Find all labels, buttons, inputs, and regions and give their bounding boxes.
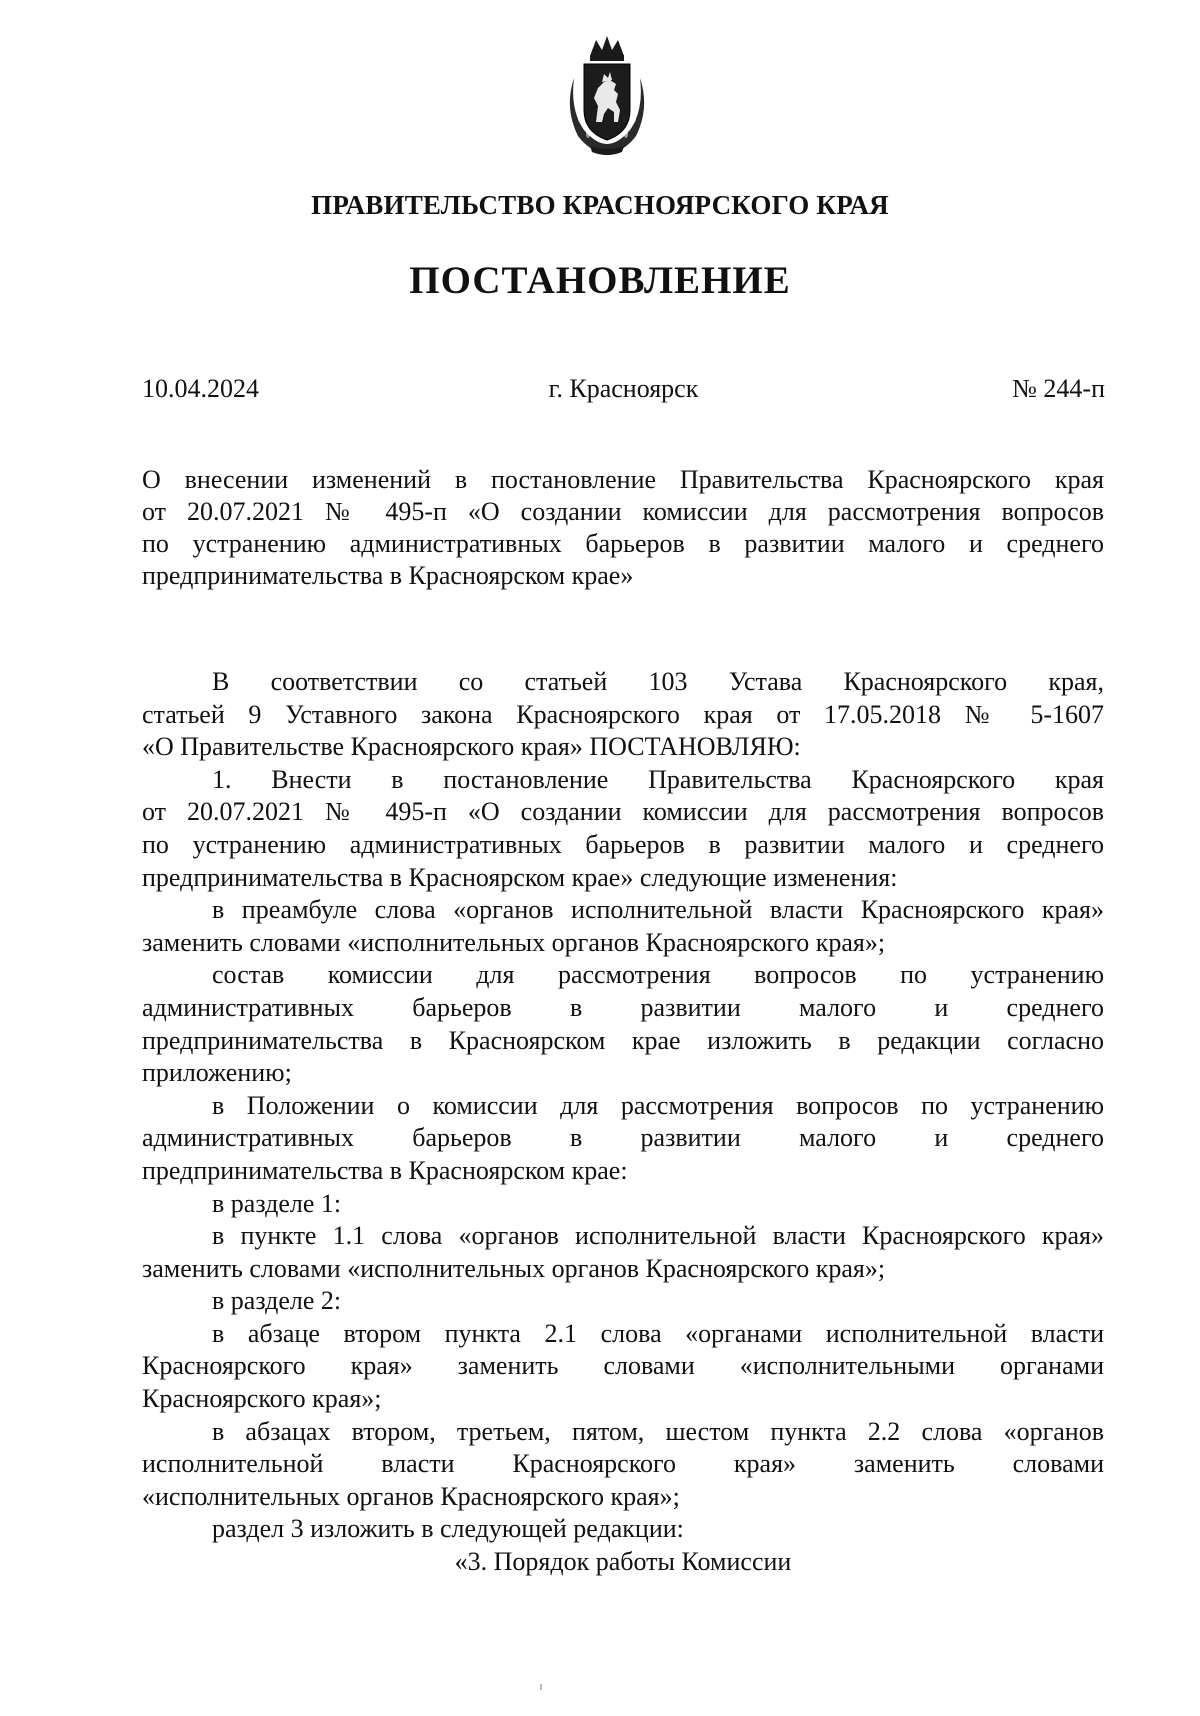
body-line: в Положении о комиссии для рассмотрения вопросов по устранению	[212, 1090, 1104, 1120]
body-line: «О Правительстве Красноярского края» ПОСТАНОВЛЯЮ:	[142, 732, 801, 762]
subject-line: О внесении изменений в постановление Правительства Красноярского края	[142, 465, 1104, 494]
document-meta	[142, 374, 1105, 410]
body-line: 1. Внести в постановление Правительства Красноярского края	[212, 764, 1104, 794]
section-heading: «3. Порядок работы Комиссии	[454, 1547, 792, 1577]
document-city: г. Красноярск	[548, 374, 699, 403]
document-type-title: ПОСТАНОВЛЕНИЕ	[409, 259, 791, 302]
body-line: предпринимательства в Красноярском крае изложить в редакции согласно	[142, 1025, 1104, 1055]
body-line: в разделе 1:	[212, 1188, 342, 1218]
subject-line: от 20.07.2021 № 495-п «О создании комиссии для рассмотрения вопросов	[142, 497, 1104, 526]
body-line: в пункте 1.1 слова «органов исполнительной власти Красноярского края»	[212, 1221, 1104, 1251]
document-subject	[142, 464, 1104, 592]
page-marker	[540, 1684, 542, 1690]
body-line: предпринимательства в Красноярском крае» следующие изменения:	[142, 862, 898, 892]
body-line: Красноярского края»;	[142, 1384, 382, 1414]
body-line: в абзаце втором пункта 2.1 слова «органами исполнительной власти	[212, 1318, 1104, 1348]
body-line: в преамбуле слова «органов исполнительной власти Красноярского края»	[212, 895, 1104, 925]
document-number: № 244-п	[1012, 374, 1105, 403]
body-line: В соответствии со статьей 103 Устава Красноярского края,	[212, 667, 1104, 696]
body-line: Красноярского края» заменить словами «исполнительными органами	[142, 1351, 1104, 1381]
organization-title: ПРАВИТЕЛЬСТВО КРАСНОЯРСКОГО КРАЯ	[311, 190, 889, 220]
body-line: в разделе 2:	[212, 1286, 342, 1316]
coat-of-arms-icon	[560, 28, 654, 158]
body-line: административных барьеров в развитии малого и среднего	[142, 992, 1104, 1022]
body-line: раздел 3 изложить в следующей редакции:	[212, 1514, 684, 1544]
body-line: состав комиссии для рассмотрения вопросов по устранению	[212, 960, 1104, 990]
body-line: от 20.07.2021 № 495-п «О создании комиссии для рассмотрения вопросов	[142, 797, 1104, 827]
body-line: в абзацах втором, третьем, пятом, шестом пункта 2.2 слова «органов	[212, 1416, 1104, 1446]
body-line: заменить словами «исполнительных органов Красноярского края»;	[142, 1253, 886, 1283]
subject-line: по устранению административных барьеров в развитии малого и среднего	[142, 529, 1104, 558]
body-line: административных барьеров в развитии малого и среднего	[142, 1123, 1104, 1153]
subject-line: предпринимательства в Красноярском крае»	[142, 561, 634, 590]
body-line: по устранению административных барьеров в развитии малого и среднего	[142, 829, 1104, 859]
body-line: приложению;	[142, 1058, 292, 1088]
document-body	[142, 666, 1104, 1579]
document-date: 10.04.2024	[142, 374, 259, 403]
body-line: предпринимательства в Красноярском крае:	[142, 1155, 628, 1185]
body-line: статьей 9 Уставного закона Красноярского края от 17.05.2018 № 5-1607	[142, 699, 1104, 729]
body-line: исполнительной власти Красноярского края» заменить словами	[142, 1449, 1104, 1479]
body-line: «исполнительных органов Красноярского края»;	[142, 1481, 680, 1511]
body-line: заменить словами «исполнительных органов Красноярского края»;	[142, 927, 886, 957]
